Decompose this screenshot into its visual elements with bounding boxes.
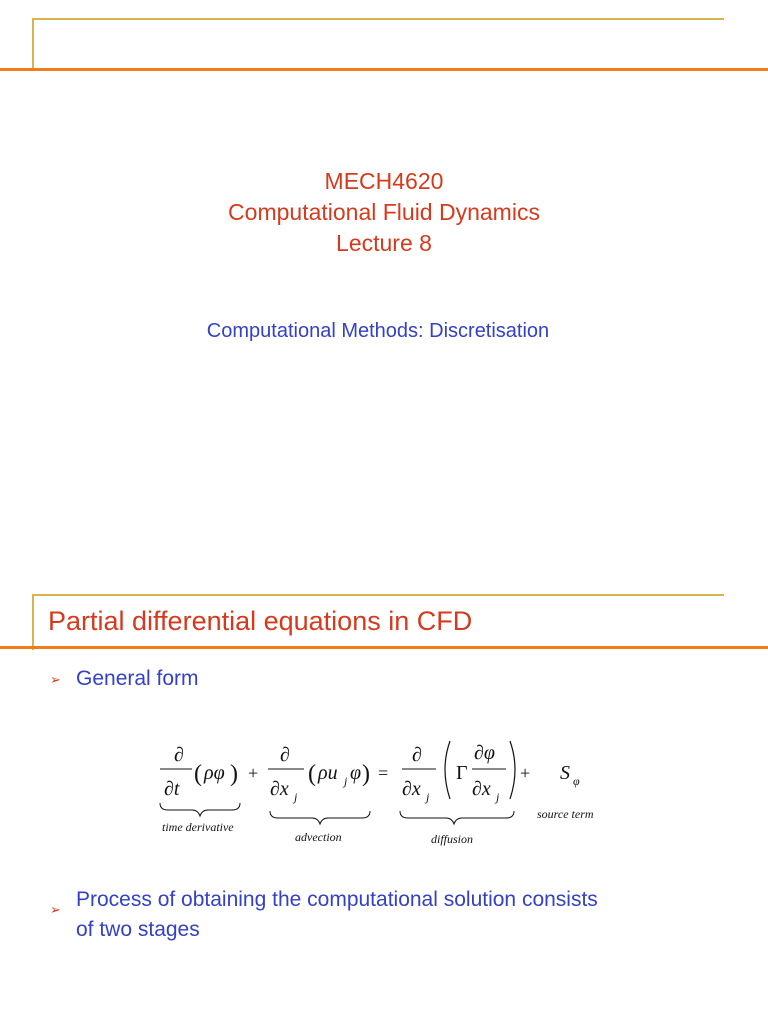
orange-header-rule: [0, 68, 768, 71]
svg-text:+: +: [520, 763, 531, 783]
svg-text:∂: ∂: [412, 744, 422, 766]
svg-text:j: j: [426, 790, 430, 804]
slide2-top-gold-rule: [32, 594, 724, 596]
lecture-title: [0, 166, 768, 259]
top-gold-rule: [32, 18, 724, 20]
lecture-subtitle: Computational Methods: Discretisation: [206, 320, 550, 342]
svg-text:Γ: Γ: [456, 762, 468, 784]
svg-text:+: +: [248, 763, 259, 783]
svg-text:=: =: [378, 763, 389, 783]
slide2-orange-rule: [0, 646, 768, 649]
svg-text:ρφ: ρφ: [204, 762, 225, 784]
svg-text:): ): [230, 761, 238, 787]
bullet-process-line-2: of two stages: [76, 918, 200, 941]
svg-text:): ): [362, 761, 370, 787]
svg-text:∂x: ∂x: [270, 778, 289, 800]
label-time-derivative: time derivative: [162, 820, 234, 834]
course-name: Computational Fluid Dynamics: [228, 199, 540, 225]
pde-slide: [0, 512, 768, 1024]
svg-text:∂x: ∂x: [402, 778, 421, 800]
svg-text:φ: φ: [573, 774, 580, 788]
partial-symbol: ∂: [174, 744, 184, 766]
bullet-process-line-1: Process of obtaining the computational solution consists: [76, 888, 598, 911]
left-gold-rule: [32, 18, 34, 70]
lecture-number: Lecture 8: [336, 230, 432, 256]
svg-text:j: j: [496, 790, 500, 804]
svg-text:∂φ: ∂φ: [474, 742, 495, 764]
slide-title: Partial differential equations in CFD: [48, 606, 473, 636]
bullet-arrow-icon: ➢: [50, 672, 61, 687]
bullet-arrow-icon: ➢: [50, 902, 61, 917]
svg-text:ρu: ρu: [318, 762, 338, 784]
svg-text:j: j: [344, 774, 348, 788]
slide2-left-gold-rule: [32, 594, 34, 650]
svg-text:j: j: [294, 790, 298, 804]
label-diffusion: diffusion: [431, 832, 474, 846]
bullet-general-form: General form: [76, 667, 199, 690]
label-source-term: source term: [537, 807, 594, 821]
svg-text:∂: ∂: [280, 744, 290, 766]
svg-text:∂t: ∂t: [164, 778, 180, 800]
general-transport-equation: [140, 717, 620, 857]
svg-text:∂x: ∂x: [472, 778, 491, 800]
svg-text:S: S: [560, 762, 570, 784]
svg-text:(: (: [308, 761, 316, 787]
course-code: MECH4620: [324, 168, 444, 194]
svg-text:(: (: [194, 761, 202, 787]
svg-text:φ: φ: [350, 762, 362, 784]
bullet-process: [76, 885, 598, 945]
label-advection: advection: [295, 830, 342, 844]
